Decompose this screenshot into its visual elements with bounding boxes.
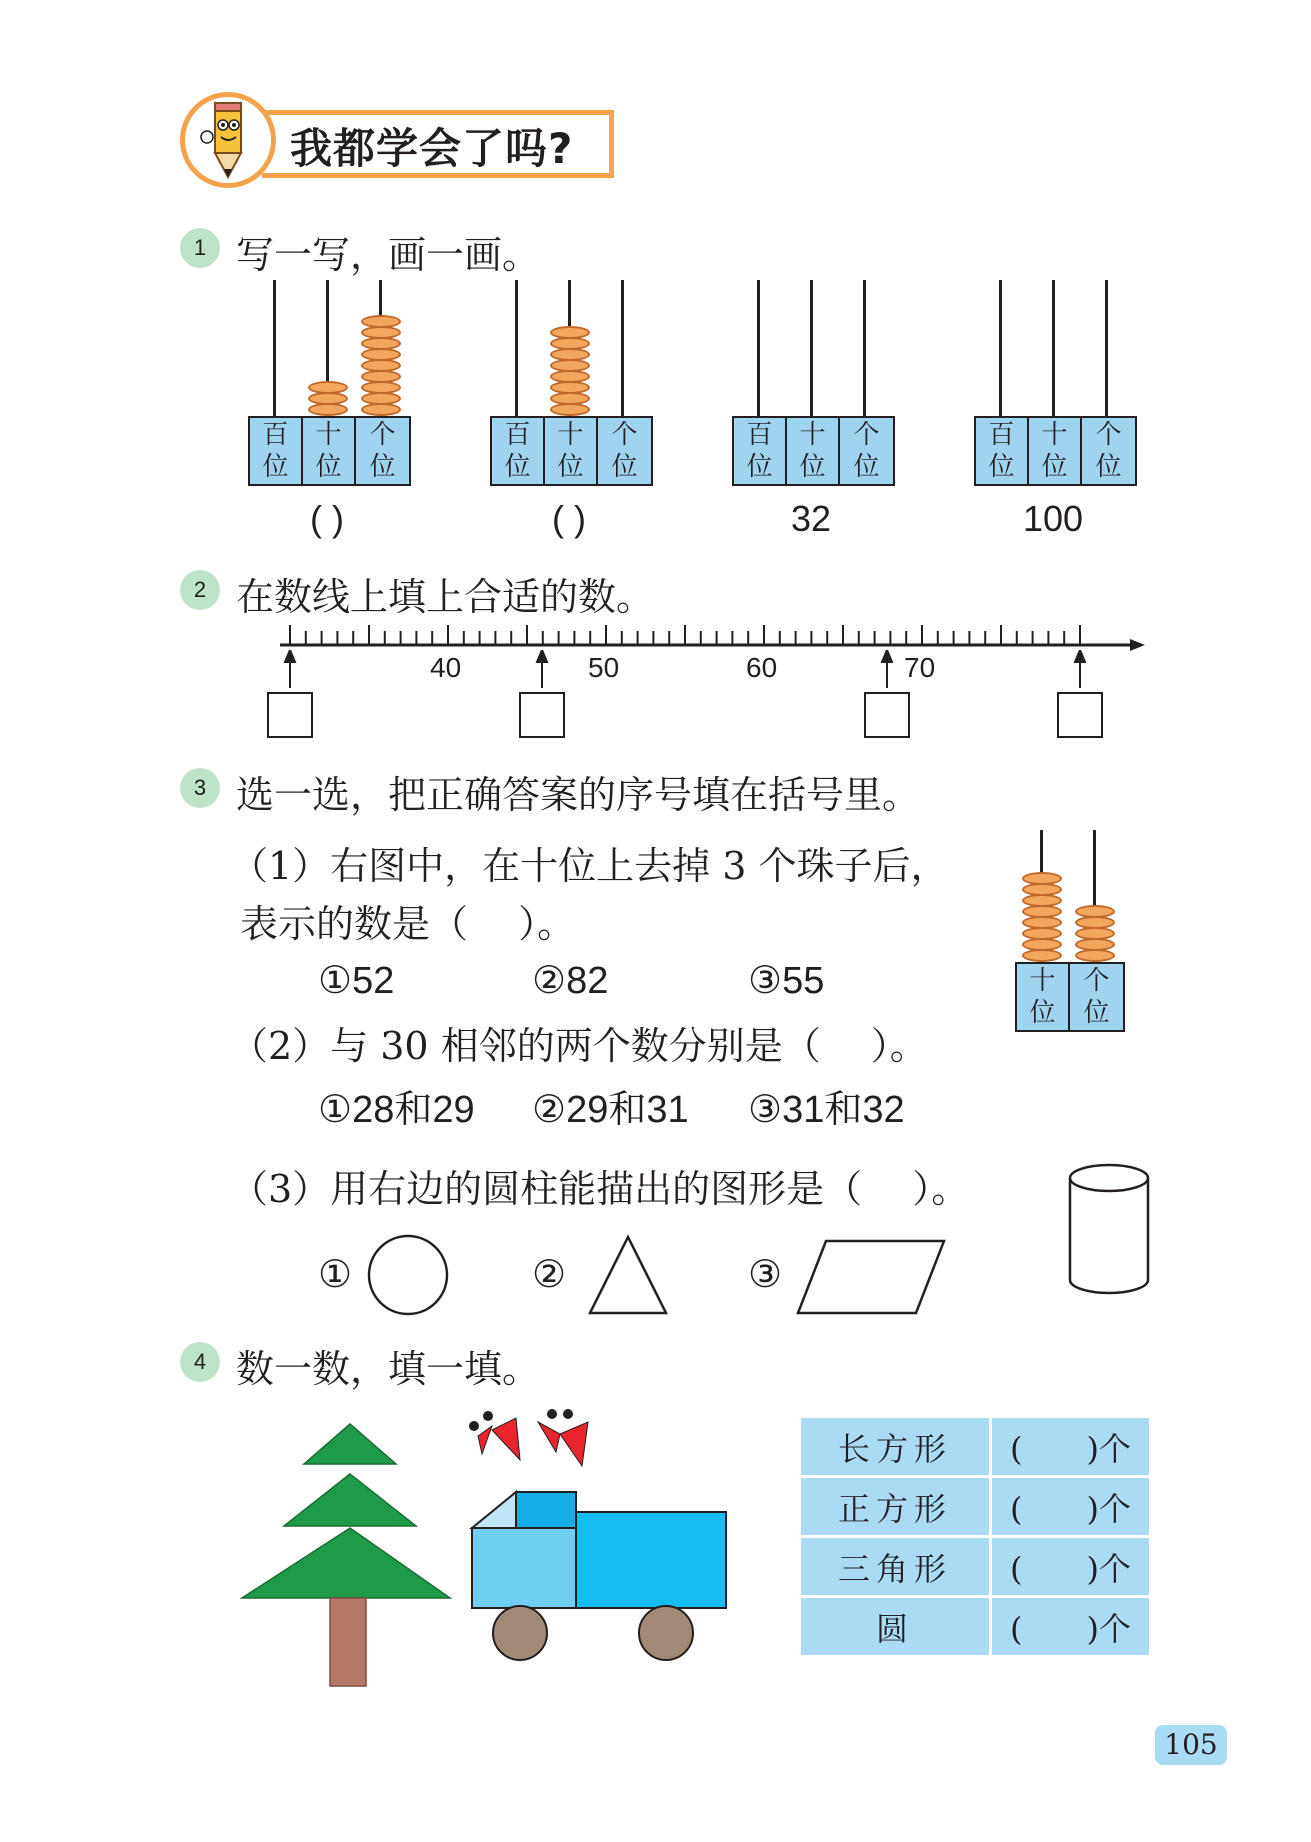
q3-part1-option-1[interactable]: ①52	[318, 960, 395, 1002]
place-label-char: 个	[611, 420, 638, 450]
circle-shape-icon	[366, 1233, 450, 1317]
place-label-cell	[492, 418, 545, 484]
number-line-arrows	[270, 650, 1150, 690]
place-label-cell	[840, 418, 893, 484]
place-label-char: 十	[1041, 420, 1068, 450]
abacus-bead	[308, 381, 348, 394]
abacus-answer[interactable]: ( )	[552, 498, 586, 539]
abacus-rod	[515, 280, 518, 416]
place-label-char: 位	[1083, 998, 1110, 1028]
tick-label-40: 40	[430, 652, 462, 683]
count-table-row	[800, 1537, 1151, 1597]
question-3-text: 选一选，把正确答案的序号填在括号里。	[236, 773, 921, 817]
place-value-labels	[732, 416, 895, 486]
butterfly-icon	[538, 1409, 588, 1466]
place-label-cell	[734, 418, 787, 484]
tick-label-60: 60	[746, 652, 778, 683]
q3-part1-option-3[interactable]: ③55	[748, 960, 825, 1002]
place-label-char: 位	[315, 452, 342, 482]
place-label-cell	[598, 418, 651, 484]
place-label-char: 位	[369, 452, 396, 482]
abacus-rod	[863, 280, 866, 416]
place-label-char: 位	[504, 452, 531, 482]
q3-part2-option-1[interactable]: ①28和29	[318, 1089, 475, 1131]
place-label-char: 十	[557, 420, 584, 450]
q3-part1-option-2[interactable]: ②82	[532, 960, 609, 1002]
abacus-bead	[361, 315, 401, 328]
place-label-char: 位	[557, 452, 584, 482]
abacus-rod	[1105, 280, 1108, 416]
place-label-char: 位	[1029, 998, 1056, 1028]
place-label-cell	[1082, 418, 1135, 484]
page-number: 105	[1155, 1725, 1227, 1765]
place-value-labels	[974, 416, 1137, 486]
question-1-text: 写一写，画一画。	[236, 233, 541, 277]
place-label-cell	[976, 418, 1029, 484]
place-label-cell	[1070, 964, 1123, 1030]
place-label-char: 十	[315, 420, 342, 450]
place-label-char: 个	[853, 420, 880, 450]
q3-part2-line: （2）与 30 相邻的两个数分别是（ ）。	[230, 1024, 928, 1068]
tree-icon	[242, 1424, 450, 1686]
place-label-char: 位	[746, 452, 773, 482]
abacus-rod	[273, 280, 276, 416]
answer-box-4[interactable]	[1057, 692, 1103, 738]
place-label-char: 个	[1083, 966, 1110, 996]
q3-part3-line: （3）用右边的圆柱能描出的图形是（ ）。	[230, 1167, 970, 1211]
count-table-shape: 正方形	[800, 1477, 991, 1537]
place-label-cell	[250, 418, 303, 484]
place-label-char: 位	[1095, 452, 1122, 482]
answer-box-3[interactable]	[864, 692, 910, 738]
abacus-answer: 32	[790, 498, 832, 539]
q3-part3-mark-2[interactable]: ②	[532, 1252, 567, 1296]
q3-part2-option-3[interactable]: ③31和32	[748, 1089, 905, 1131]
q3-part3-mark-3[interactable]: ③	[748, 1252, 783, 1296]
place-label-char: 位	[262, 452, 289, 482]
abacus-rod	[810, 280, 813, 416]
place-label-cell	[303, 418, 356, 484]
question-2-text: 在数线上填上合适的数。	[236, 575, 655, 619]
page-title: 我都学会了吗?	[290, 124, 574, 173]
butterfly-icon	[469, 1411, 520, 1460]
count-table-shape: 长方形	[800, 1417, 991, 1477]
count-table-blank[interactable]: ( )个	[991, 1537, 1151, 1597]
q3-part3-mark-1[interactable]: ①	[318, 1252, 353, 1296]
q3-part1-line2: 表示的数是（ ）。	[240, 902, 576, 946]
pencil-mascot-icon	[185, 97, 271, 183]
place-label-char: 十	[799, 420, 826, 450]
place-label-cell	[1029, 418, 1082, 484]
q3-part1-line1: （1）右图中，在十位上去掉 3 个珠子后，	[230, 844, 949, 888]
count-table-row	[800, 1417, 1151, 1477]
place-label-char: 个	[369, 420, 396, 450]
question-number-4: 4	[180, 1342, 220, 1382]
abacus-rod	[621, 280, 624, 416]
triangle-shape-icon	[586, 1233, 670, 1317]
place-label-cell	[356, 418, 409, 484]
count-table-blank[interactable]: ( )个	[991, 1477, 1151, 1537]
place-label-char: 百	[262, 420, 289, 450]
abacus-bead	[1075, 905, 1115, 918]
count-table-blank[interactable]: ( )个	[991, 1597, 1151, 1657]
place-label-char: 十	[1029, 966, 1056, 996]
abacus-rod	[1052, 280, 1055, 416]
place-label-char: 位	[799, 452, 826, 482]
place-value-labels	[490, 416, 653, 486]
abacus-rod	[999, 280, 1002, 416]
abacus-bead	[1022, 872, 1062, 885]
cylinder-icon	[1066, 1162, 1152, 1298]
q3-part2-option-2[interactable]: ②29和31	[532, 1089, 689, 1131]
place-label-char: 百	[746, 420, 773, 450]
place-label-cell	[787, 418, 840, 484]
count-table-shape: 圆	[800, 1597, 991, 1657]
place-label-cell	[545, 418, 598, 484]
abacus-answer: 100	[1022, 498, 1084, 539]
shapes-picture	[230, 1408, 750, 1698]
place-value-labels	[1015, 962, 1125, 1032]
place-label-char: 百	[988, 420, 1015, 450]
abacus-rod	[757, 280, 760, 416]
abacus-bead	[550, 326, 590, 339]
answer-box-2[interactable]	[519, 692, 565, 738]
question-number-3: 3	[180, 768, 220, 808]
tick-label-70: 70	[904, 652, 936, 683]
count-table-shape: 三角形	[800, 1537, 991, 1597]
place-label-char: 位	[988, 452, 1015, 482]
count-table-blank[interactable]: ( )个	[991, 1417, 1151, 1477]
place-label-char: 位	[853, 452, 880, 482]
tick-label-50: 50	[588, 652, 620, 683]
place-label-char: 位	[611, 452, 638, 482]
count-table-row	[800, 1477, 1151, 1537]
place-label-char: 位	[1041, 452, 1068, 482]
answer-box-1[interactable]	[267, 692, 313, 738]
place-label-char: 百	[504, 420, 531, 450]
place-label-cell	[1017, 964, 1070, 1030]
count-table	[798, 1415, 1152, 1658]
place-value-labels	[248, 416, 411, 486]
question-4-text: 数一数，填一填。	[236, 1347, 541, 1391]
truck-icon	[472, 1492, 726, 1660]
question-number-1: 1	[180, 228, 220, 268]
abacus-answer[interactable]: ( )	[310, 498, 344, 539]
mascot-badge	[180, 92, 276, 188]
count-table-row	[800, 1597, 1151, 1657]
question-number-2: 2	[180, 570, 220, 610]
place-label-char: 个	[1095, 420, 1122, 450]
parallelogram-shape-icon	[796, 1237, 948, 1317]
